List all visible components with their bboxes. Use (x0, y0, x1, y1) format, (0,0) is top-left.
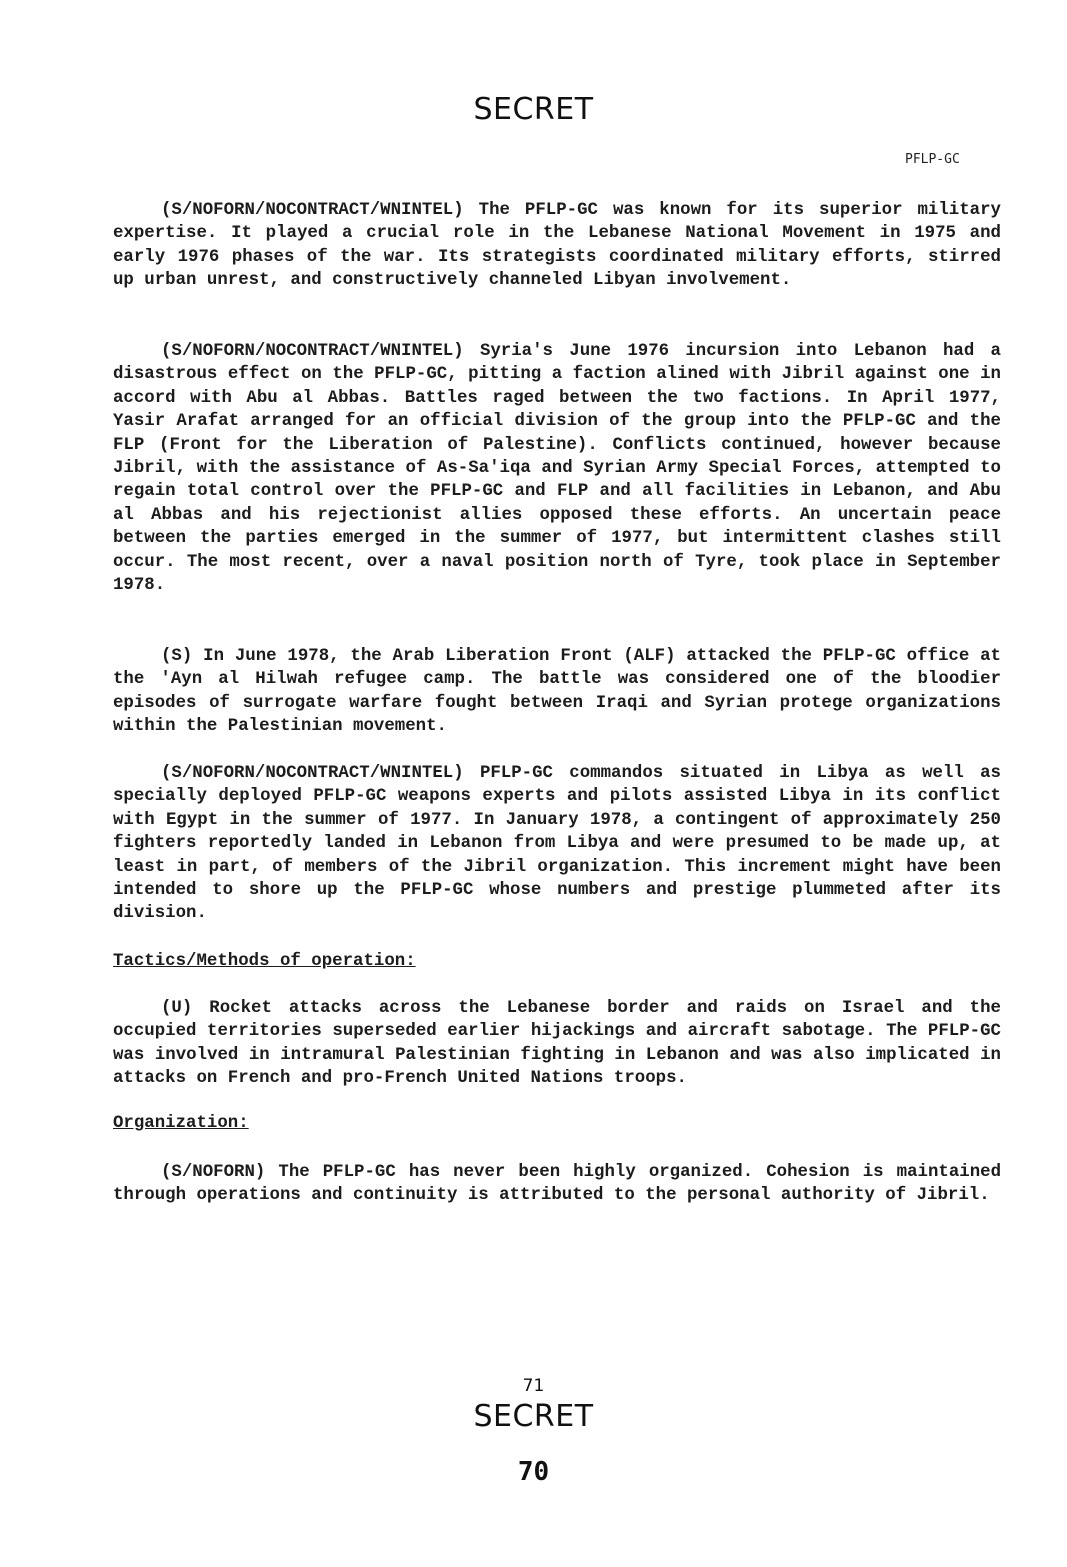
paragraph-alf-attack: (S) In June 1978, the Arab Liberation Front (ALF) attacked the PFLP-GC office at the 'Ayn al Hilwah refugee camp. The battle was considered one of the bloodier episodes of surrogate warfare fought between Iraqi and Syrian protege organizations within the Palestinian movement. (113, 647, 1001, 737)
handwritten-page-mark: 71 (522, 1376, 545, 1396)
classification-header: SECRET (473, 92, 594, 127)
document-code: PFLP-GC (905, 152, 960, 167)
page-number: 70 (517, 1457, 550, 1487)
classification-footer: SECRET (473, 1399, 594, 1434)
paragraph-tactics: (U) Rocket attacks across the Lebanese border and raids on Israel and the occupied territories superseded earlier hijackings and aircraft sabotage. The PFLP-GC was involved in intramural Palestinian fighting in Lebanon and was also implicated in attacks on French and pro-French United Nations troops. (113, 999, 1001, 1089)
paragraph-libya-commandos: (S/NOFORN/NOCONTRACT/WNINTEL) PFLP-GC commandos situated in Libya as well as specially deployed PFLP-GC weapons experts and pilots assisted Libya in its conflict with Egypt in the summer of 1977. In January 1978, a contingent of approximately 250 fighters reportedly landed in Lebanon from Libya and were presumed to be made up, at least in part, of members of the Jibril organization. This increment might have been intended to shore up the PFLP-GC whose numbers and prestige plummeted after its division. (113, 764, 1001, 924)
paragraph-organization: (S/NOFORN) The PFLP-GC has never been highly organized. Cohesion is maintained through operations and continuity is attributed to the personal authority of Jibril. (113, 1163, 1001, 1206)
organization-heading: Organization: (113, 1114, 249, 1133)
paragraph-military-expertise: (S/NOFORN/NOCONTRACT/WNINTEL) The PFLP-GC was known for its superior military expertise. It played a crucial role in the Lebanese National Movement in 1975 and early 1976 phases of the war. Its strategists coordinated military efforts, stirred up urban unrest, and constructively channeled Libyan involvement. (113, 201, 1001, 291)
paragraph-syria-incursion: (S/NOFORN/NOCONTRACT/WNINTEL) Syria's June 1976 incursion into Lebanon had a disastrous effect on the PFLP-GC, pitting a faction alined with Jibril against one in accord with Abu al Abbas. Battles raged between the two factions. In April 1977, Yasir Arafat arranged for an official division of the group into the PFLP-GC and the FLP (Front for the Liberation of Palestine). Conflicts continued, however because Jibril, with the assistance of As-Sa'iqa and Syrian Army Special Forces, attempted to regain total control over the PFLP-GC and FLP and all facilities in Lebanon, and Abu al Abbas and his rejectionist allies opposed these efforts. An uncertain peace between the parties emerged in the summer of 1977, but intermittent clashes still occur. The most recent, over a naval position north of Tyre, took place in September 1978. (113, 342, 1001, 596)
tactics-heading: Tactics/Methods of operation: (113, 952, 416, 971)
